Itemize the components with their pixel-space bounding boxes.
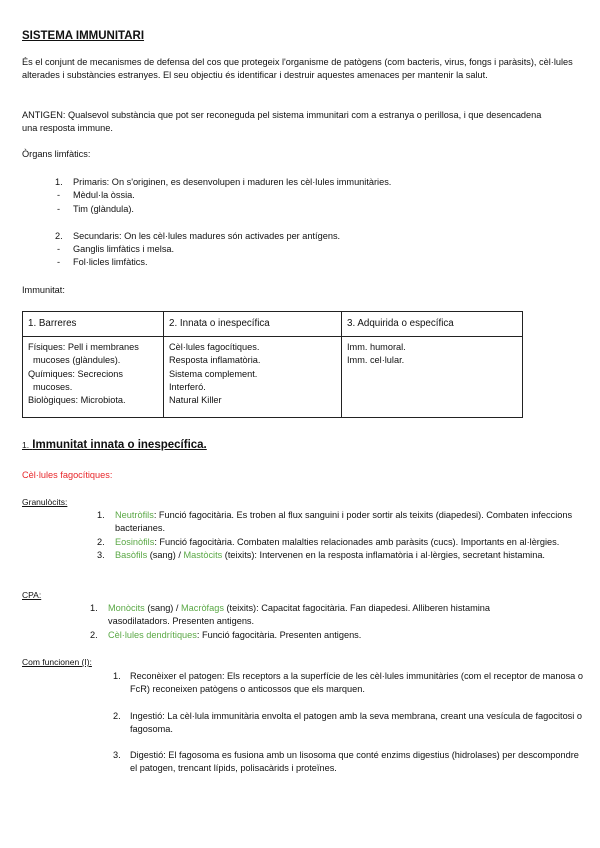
list-item: 2. Ingestió: La cèl·lula immunitària envolta el patogen amb la seva membrana, creant una vesícula de fagocitosi o fagosoma. [113,710,582,734]
list-item: 3. Basòfils (sang) / Mastòcits (teixits): Intervenen en la resposta inflamatòria i al·lèrgies, secretant histamina. [97,549,545,560]
list-item: Fol·licles limfàtics. [73,257,148,268]
page-title: SISTEMA IMMUNITARI [22,30,145,42]
list-item: Mèdul·la òssia. [73,190,135,201]
table-header: 2. Innata o inespecífica [164,312,342,337]
organs-label: Òrgans limfàtics: [22,149,91,159]
table-cell: Imm. humoral. Imm. cel·lular. [342,337,523,418]
section-heading: 1. Immunitat innata o inespecífica. [22,439,207,451]
intro-paragraph: És el conjunt de mecanismes de defensa del cos que protegeix l'organisme de patògens (com bacteris, virus, fongs i paràsits), cèl·lules alterades i substàncies estranyes. El seu objectiu és identificar i destruir aquestes amenaces per mantenir la salut. [22,57,573,81]
list-item: 1. Monòcits (sang) / Macròfags (teixits): Capacitat fagocitària. Fan diapedesi. Alliberen histamina vasodilatadors. Presenten antigens. [90,603,490,627]
fagocitiques-heading: Cèl·lules fagocítiques: [22,470,113,480]
immunitat-table [22,311,523,418]
list-item: Ganglis limfàtics i melsa. [73,244,175,255]
list-item: 2. Cèl·lules dendrítiques: Funció fagocitària. Presenten antigens. [90,629,362,640]
antigen-paragraph: ANTIGEN: Qualsevol substància que pot ser reconeguda pel sistema immunitari com a estranya o perillosa, i que desencadena una resposta immune. [22,110,542,134]
list-item: 2. Eosinòfils: Funció fagocitària. Combaten malalties relacionades amb paràsits (cucs). Importants en al·lèrgies. [97,536,560,547]
organ-secundaris: Secundaris: On les cèl·lules madures són activades per antígens. [73,230,341,241]
cpa-list [90,602,520,642]
organs-list: 1. Primaris: On s'originen, es desenvolupen i maduren les cèl·lules immunitàries. - Mèdul·la òssia. - Tim (glàndula). 2. Secundaris: On les cèl·lules madures són activades per antígens. - Ganglis limfàtics i melsa. - Fol·licles limfàtics. [55,177,392,268]
cpa-label: CPA: [22,590,42,600]
list-item: 3. Digestió: El fagosoma es fusiona amb un lisosoma que conté enzims digestius (hidrolases) per descompondre el patogen, trencant lípids, polisacàrids i proteïnes. [113,750,579,774]
table-cell: Cèl·lules fagocítiques. Resposta inflamatòria. Sistema complement. Interferó. Natural Killer [164,337,342,418]
com-funcionen-label: Com funcionen (I): [22,657,92,667]
granulocits-label: Granulòcits: [22,497,68,507]
table-header: 1. Barreres [23,312,164,337]
granulocits-list [97,509,577,562]
table-cell: Físiques: Pell i membranes mucoses (glàndules). Químiques: Secrecions mucoses. Biològiques: Microbiota. [23,337,164,418]
immunitat-label: Immunitat: [22,285,65,295]
table-header: 3. Adquirida o específica [342,312,523,337]
com-funcionen-list [113,670,583,776]
list-item: 1. Reconèixer el patogen: Els receptors a la superfície de les cèl·lules immunitàries (com el receptor de manosa o FcR) reconeixen patògens o anticossos que els marquen. [113,671,583,695]
list-item: Tim (glàndula). [73,203,134,214]
organ-primaris: Primaris: On s'originen, es desenvolupen i maduren les cèl·lules immunitàries. [73,177,392,187]
list-item: 1. Neutròfils: Funció fagocitària. Es troben al flux sanguini i poder sortir als teixits (diapedesi). Combaten infeccions bacterianes. [97,510,573,534]
